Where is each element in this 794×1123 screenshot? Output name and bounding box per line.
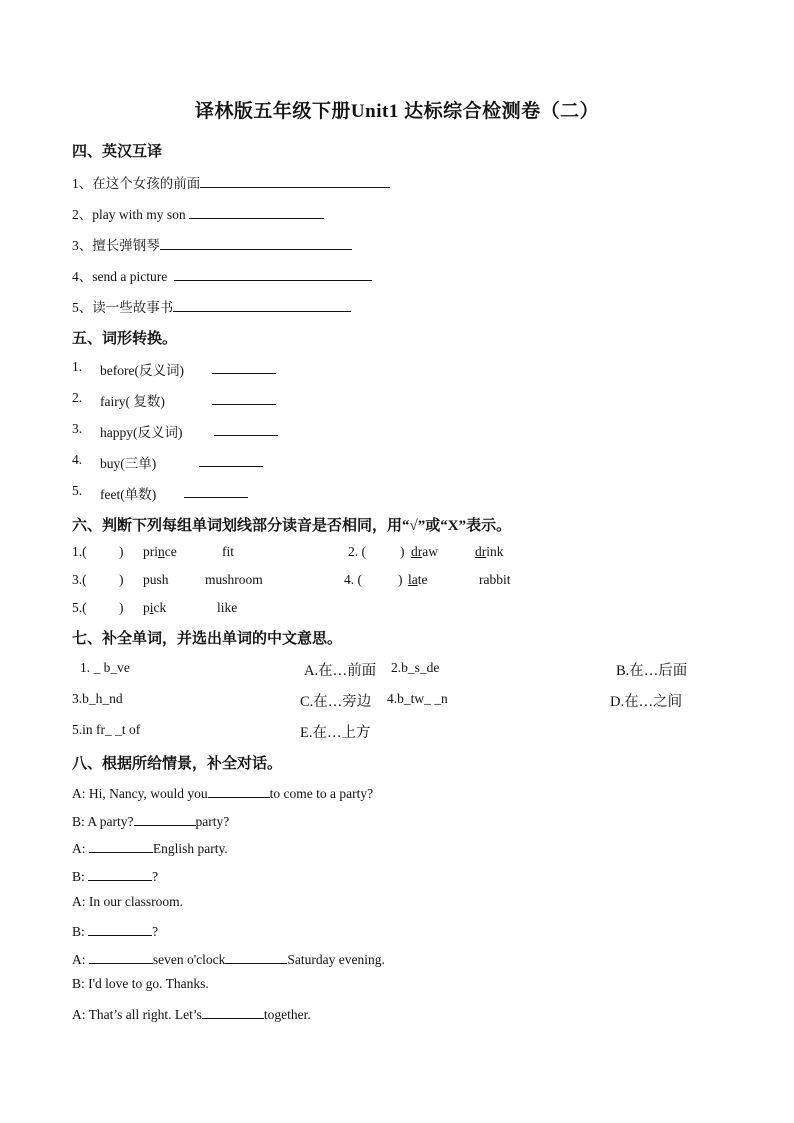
s6-q1-close: ) <box>119 544 124 559</box>
answer-blank[interactable] <box>202 1004 264 1019</box>
section-6-heading: 六、判断下列每组单词划线部分读音是否相同，用“√”或“X”表示。 <box>72 518 512 534</box>
answer-blank[interactable] <box>199 452 263 467</box>
s5-item-num: 2. <box>72 390 83 405</box>
dialog-line-1: A: Hi, Nancy, would you to come to a party? <box>72 783 373 802</box>
s6-q4-word1: late <box>408 572 428 587</box>
s6-q2-word1: draw <box>411 544 438 559</box>
answer-blank[interactable] <box>184 483 248 498</box>
s6-q2-close: ) <box>400 544 405 559</box>
s5-item-text: fairy( 复数) <box>100 394 165 409</box>
s6-q5-word2: like <box>217 600 238 615</box>
answer-blank[interactable] <box>134 811 196 826</box>
answer-blank[interactable] <box>174 266 372 281</box>
s7-option-a: A.在…前面 <box>304 663 377 679</box>
s6-q3-word2: mushroom <box>205 572 263 587</box>
s5-item-text: buy(三单) <box>100 456 157 471</box>
dialog-line-6: B: ? <box>72 921 158 940</box>
s5-item-text: before(反义词) <box>100 363 184 378</box>
s6-q4-word2: rabbit <box>479 572 511 587</box>
s5-item-num: 3. <box>72 421 83 436</box>
s7-word-3: 3.b_h_nd <box>72 691 123 706</box>
s5-item-num: 5. <box>72 483 83 498</box>
s6-q1-num: 1.( <box>72 544 87 559</box>
s7-word-2: 2.b_s_de <box>391 660 440 675</box>
s7-word-5: 5.in fr_ _t of <box>72 722 141 737</box>
s5-item-text: happy(反义词) <box>100 425 183 440</box>
s6-q2-word2: drink <box>475 544 504 559</box>
section-4-heading: 四、英汉互译 <box>72 144 163 160</box>
s7-word-4: 4.b_tw_ _n <box>387 691 448 706</box>
answer-blank[interactable] <box>173 297 351 312</box>
s6-q3-num: 3.( <box>72 572 87 587</box>
s7-word-1: 1. _ b_ve <box>80 660 130 675</box>
answer-blank[interactable] <box>88 866 152 881</box>
s6-q5-num: 5.( <box>72 600 87 615</box>
page-title: 译林版五年级下册Unit1 达标综合检测卷（二） <box>194 101 600 122</box>
dialog-line-9: A: That’s all right. Let’s together. <box>72 1004 311 1023</box>
s7-option-b: B.在…后面 <box>616 663 688 679</box>
answer-blank[interactable] <box>200 173 390 188</box>
dialog-line-2: B: A party? party? <box>72 811 229 830</box>
section-7-heading: 七、补全单词，并选出单词的中文意思。 <box>72 631 343 647</box>
s6-q5-close: ) <box>119 600 124 615</box>
s7-option-c: C.在…旁边 <box>300 694 372 710</box>
answer-blank[interactable] <box>212 390 276 405</box>
s4-item-3: 3、擅长弹钢琴 <box>72 234 352 254</box>
s6-q4-close: ) <box>398 572 403 587</box>
answer-blank[interactable] <box>189 204 324 219</box>
section-8-heading: 八、根据所给情景，补全对话。 <box>72 756 283 772</box>
s5-item-num: 4. <box>72 452 83 467</box>
answer-blank[interactable] <box>214 421 278 436</box>
s6-q2-num: 2. ( <box>348 544 366 559</box>
s7-option-d: D.在…之间 <box>610 694 683 710</box>
s4-item-2: 2、play with my son <box>72 203 324 223</box>
s5-item-num: 1. <box>72 359 83 374</box>
dialog-line-7: A: seven o'clock Saturday evening. <box>72 949 385 968</box>
s6-q1-word2: fit <box>222 544 234 559</box>
s6-q4-num: 4. ( <box>344 572 362 587</box>
s6-q1-word1: prince <box>143 544 177 559</box>
s6-q3-word1: push <box>143 572 169 587</box>
answer-blank[interactable] <box>212 359 276 374</box>
dialog-line-8: B: I'd love to go. Thanks. <box>72 976 209 991</box>
answer-blank[interactable] <box>88 921 152 936</box>
s5-item-text: feet(单数) <box>100 487 157 502</box>
dialog-line-3: A: English party. <box>72 838 228 857</box>
answer-blank[interactable] <box>225 949 287 964</box>
dialog-line-5: A: In our classroom. <box>72 894 183 909</box>
dialog-line-4: B: ? <box>72 866 158 885</box>
s4-item-4: 4、send a picture <box>72 265 372 285</box>
s4-item-1: 1、在这个女孩的前面 <box>72 172 390 192</box>
s7-option-e: E.在…上方 <box>300 725 371 741</box>
answer-blank[interactable] <box>89 838 153 853</box>
answer-blank[interactable] <box>89 949 153 964</box>
s6-q3-close: ) <box>119 572 124 587</box>
section-5-heading: 五、词形转换。 <box>72 331 178 347</box>
s6-q5-word1: pick <box>143 600 167 615</box>
s4-item-5: 5、读一些故事书 <box>72 296 351 316</box>
answer-blank[interactable] <box>160 235 352 250</box>
answer-blank[interactable] <box>208 783 270 798</box>
